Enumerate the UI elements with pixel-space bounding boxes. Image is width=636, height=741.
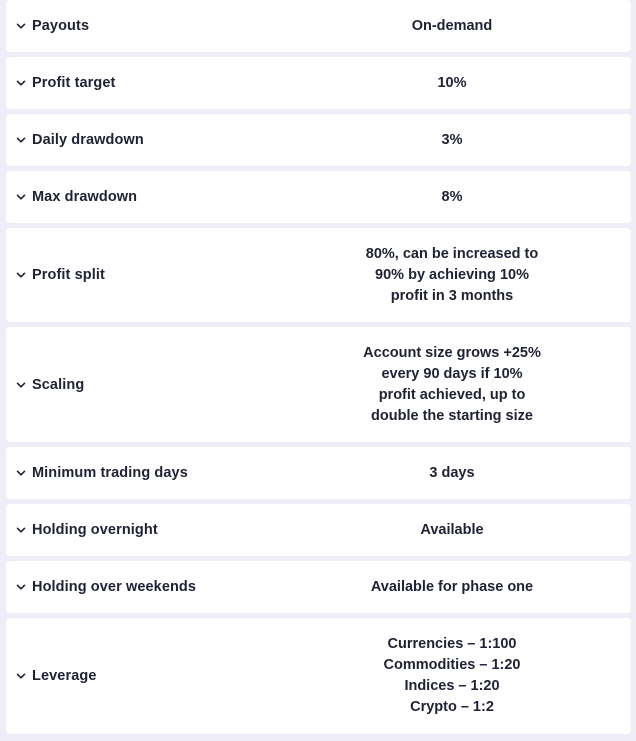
row-label: Scaling <box>32 376 85 393</box>
row-minimum-trading-days[interactable] <box>6 447 631 499</box>
row-profit-target[interactable] <box>6 57 631 109</box>
row-holding-overnight[interactable] <box>6 504 631 556</box>
row-header[interactable] <box>6 114 144 166</box>
value-line: profit achieved, up to <box>378 386 526 403</box>
row-header[interactable] <box>6 504 158 556</box>
value-line: Account size grows +25% <box>363 344 541 361</box>
row-label: Leverage <box>32 668 97 684</box>
row-header[interactable] <box>6 447 188 499</box>
row-holding-over-weekends[interactable] <box>6 561 631 613</box>
row-value <box>346 447 558 499</box>
value-line: Available for phase one <box>370 578 534 595</box>
row-header[interactable] <box>6 0 89 52</box>
chevron-down-icon <box>15 467 27 479</box>
row-payouts[interactable] <box>6 0 631 52</box>
chevron-down-icon <box>15 524 27 536</box>
chevron-down-icon <box>15 269 27 281</box>
row-label: Profit target <box>32 75 116 91</box>
row-value <box>346 327 558 442</box>
row-label: Holding overnight <box>32 522 158 538</box>
row-leverage[interactable] <box>6 618 631 734</box>
value-line: 3 days <box>429 464 475 481</box>
chevron-down-icon <box>15 77 27 89</box>
chevron-down-icon <box>15 581 27 593</box>
value-line: double the starting size <box>371 407 533 424</box>
value-line: Available <box>420 521 484 538</box>
value-line: 3% <box>441 131 463 148</box>
row-value <box>346 618 558 734</box>
value-line: 90% by achieving 10% <box>375 266 529 283</box>
value-line: every 90 days if 10% <box>381 365 523 382</box>
row-label: Minimum trading days <box>32 465 188 481</box>
row-value <box>346 228 558 322</box>
value-line: Currencies – 1:100 <box>387 636 517 652</box>
row-label: Payouts <box>32 18 90 34</box>
row-label: Profit split <box>32 267 105 283</box>
chevron-down-icon <box>15 134 27 146</box>
value-line: Crypto – 1:2 <box>410 699 494 715</box>
chevron-down-icon <box>15 379 27 391</box>
row-value <box>346 0 558 52</box>
chevron-down-icon <box>15 191 27 203</box>
chevron-down-icon <box>15 670 27 682</box>
row-header[interactable] <box>6 228 105 322</box>
row-scaling[interactable] <box>6 327 631 442</box>
row-value <box>346 171 558 223</box>
row-value <box>346 57 558 109</box>
value-line: On-demand <box>411 17 493 34</box>
row-label: Daily drawdown <box>32 132 144 148</box>
row-header[interactable] <box>6 171 137 223</box>
row-max-drawdown[interactable] <box>6 171 631 223</box>
row-label: Max drawdown <box>32 189 138 205</box>
value-line: 80%, can be increased to <box>365 245 539 262</box>
value-line: 10% <box>437 74 467 91</box>
row-value <box>346 114 558 166</box>
row-label: Holding over weekends <box>32 579 197 595</box>
value-line: Commodities – 1:20 <box>383 657 521 673</box>
value-line: profit in 3 months <box>390 287 514 304</box>
row-daily-drawdown[interactable] <box>6 114 631 166</box>
row-header[interactable] <box>6 618 96 734</box>
row-header[interactable] <box>6 57 115 109</box>
chevron-down-icon <box>15 20 27 32</box>
value-line: Indices – 1:20 <box>404 678 500 694</box>
row-value <box>346 561 558 613</box>
row-profit-split[interactable] <box>6 228 631 322</box>
row-value <box>346 504 558 556</box>
row-header[interactable] <box>6 561 196 613</box>
value-line: 8% <box>441 188 463 205</box>
row-header[interactable] <box>6 327 84 442</box>
